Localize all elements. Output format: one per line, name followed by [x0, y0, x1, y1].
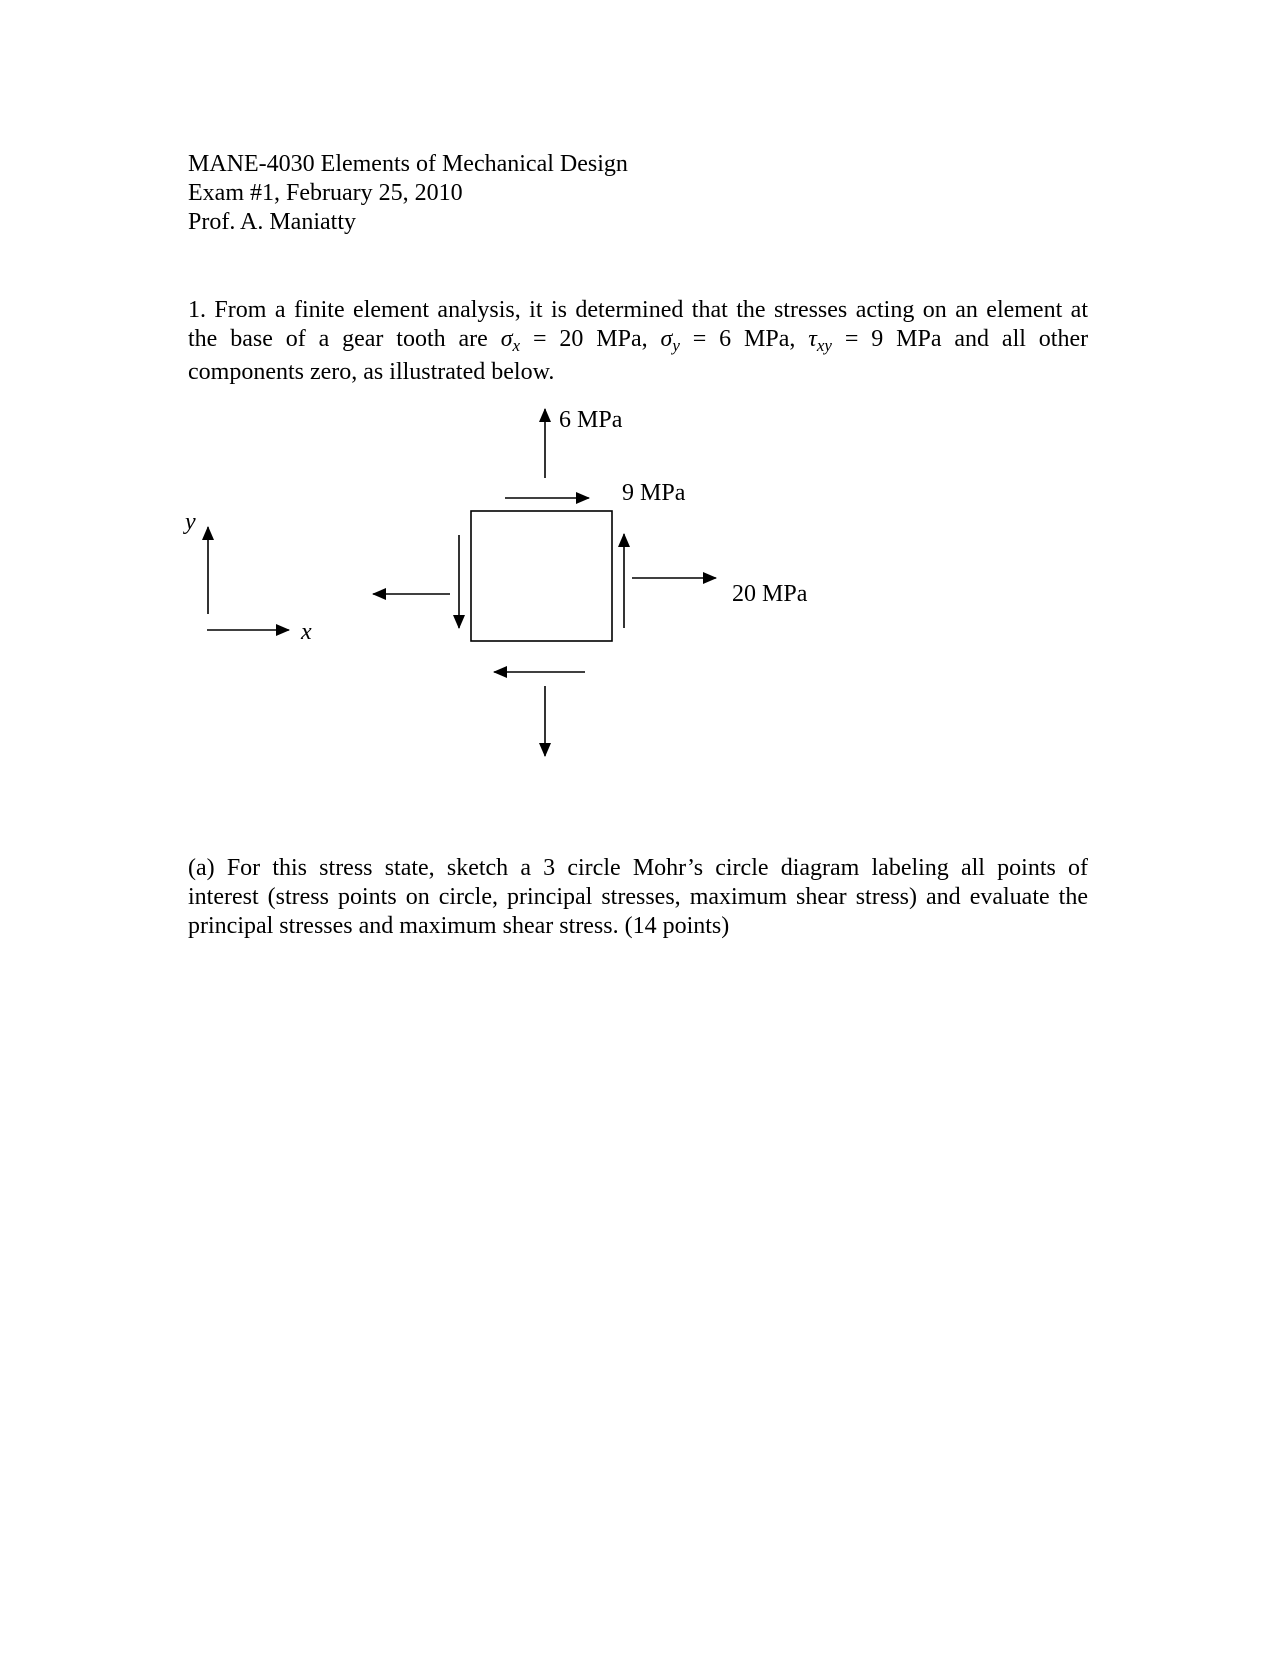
tau-xy-label: 9 MPa	[622, 480, 686, 506]
sigma-y-label: 6 MPa	[559, 407, 623, 433]
tau-symbol: τ	[808, 326, 817, 352]
stress-element-square	[471, 511, 612, 641]
course-title: MANE-4030 Elements of Mechanical Design	[188, 151, 628, 177]
part-a-line-1: (a) For this stress state, sketch a 3 circle Mohr’s circle diagram labeling all points of	[188, 855, 1088, 881]
part-a-line-2: interest (stress points on circle, principal stresses, maximum shear stress) and evaluate the	[188, 884, 1088, 910]
tau-subscript: xy	[816, 336, 832, 355]
part-a-line-3: principal stresses and maximum shear stress. (14 points)	[188, 913, 730, 939]
sigma-y-subscript: y	[672, 336, 680, 355]
y-axis-label: y	[185, 509, 196, 535]
exam-info: Exam #1, February 25, 2010	[188, 180, 463, 206]
problem-1-line-2-pre: the base of a gear tooth are	[188, 326, 488, 352]
problem-1-line-1: 1. From a finite element analysis, it is determined that the stresses acting on an element at	[188, 297, 1088, 323]
problem-1-line-3: components zero, as illustrated below.	[188, 359, 555, 385]
x-axis-label: x	[301, 619, 312, 645]
sigma-x-label: 20 MPa	[732, 581, 808, 607]
sigma-x-subscript: x	[512, 336, 521, 355]
sigma-x-symbol: σ	[500, 326, 513, 352]
sigma-x-value: = 20 MPa,	[520, 326, 648, 352]
tau-value: = 9 MPa	[831, 326, 942, 352]
sigma-y-value: = 6 MPa,	[679, 326, 796, 352]
professor-name: Prof. A. Maniatty	[188, 209, 356, 235]
sigma-y-symbol: σ	[660, 326, 673, 352]
problem-1-line-2-post: and all other	[954, 326, 1089, 352]
